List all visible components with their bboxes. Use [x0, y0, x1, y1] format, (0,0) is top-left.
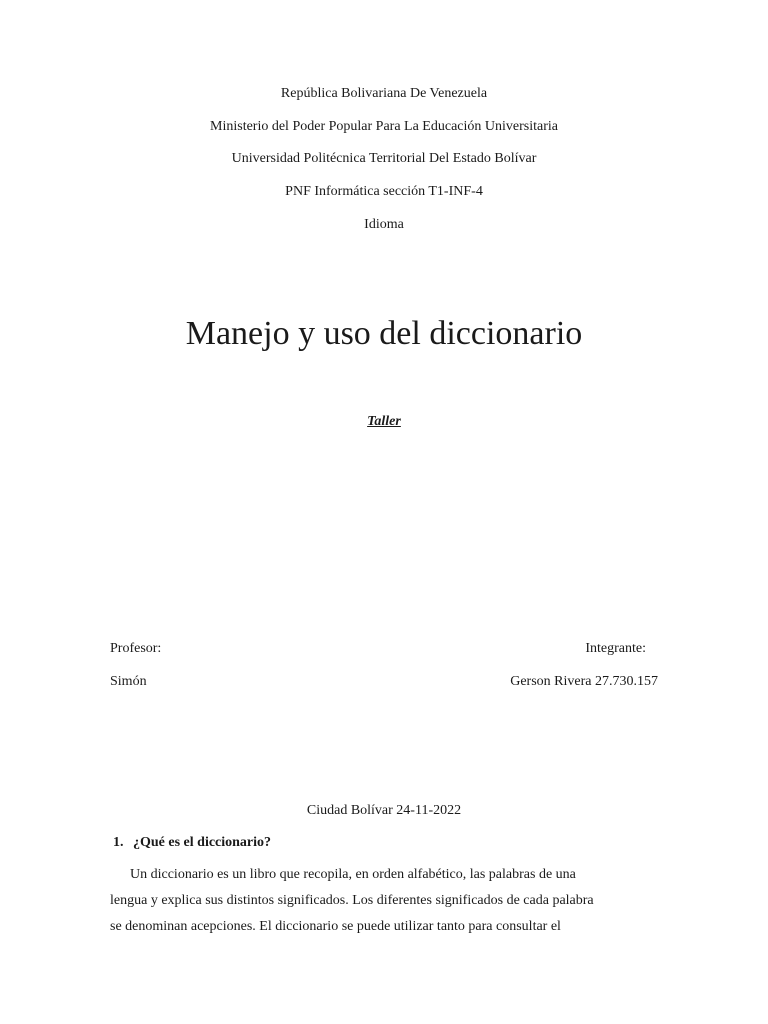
paragraph-line: Un diccionario es un libro que recopila, en orden alfabético, las palabras de una: [130, 867, 576, 882]
document-subtitle: Taller: [367, 414, 401, 429]
document-title: Manejo y uso del diccionario: [185, 315, 583, 352]
member-name: Gerson Rivera 27.730.157: [510, 674, 658, 689]
header-program: PNF Informática sección T1-INF-4: [285, 184, 483, 199]
place-date: Ciudad Bolívar 24-11-2022: [306, 803, 462, 818]
header-course: Idioma: [364, 217, 404, 232]
section-number: 1.: [113, 835, 124, 850]
section-question: ¿Qué es el diccionario?: [133, 835, 272, 850]
professor-label: Profesor:: [110, 641, 162, 656]
header-country: República Bolivariana De Venezuela: [280, 86, 488, 101]
header-ministry: Ministerio del Poder Popular Para La Educación Universitaria: [210, 119, 558, 134]
paragraph-line: lengua y explica sus distintos significados. Los diferentes significados de cada palabra: [110, 893, 594, 908]
paragraph-line: se denominan acepciones. El diccionario se puede utilizar tanto para consultar el: [110, 919, 561, 934]
professor-name: Simón: [110, 674, 147, 689]
section-heading: [113, 834, 272, 852]
member-label: Integrante:: [585, 641, 646, 656]
header-university: Universidad Politécnica Territorial Del Estado Bolívar: [231, 151, 537, 166]
